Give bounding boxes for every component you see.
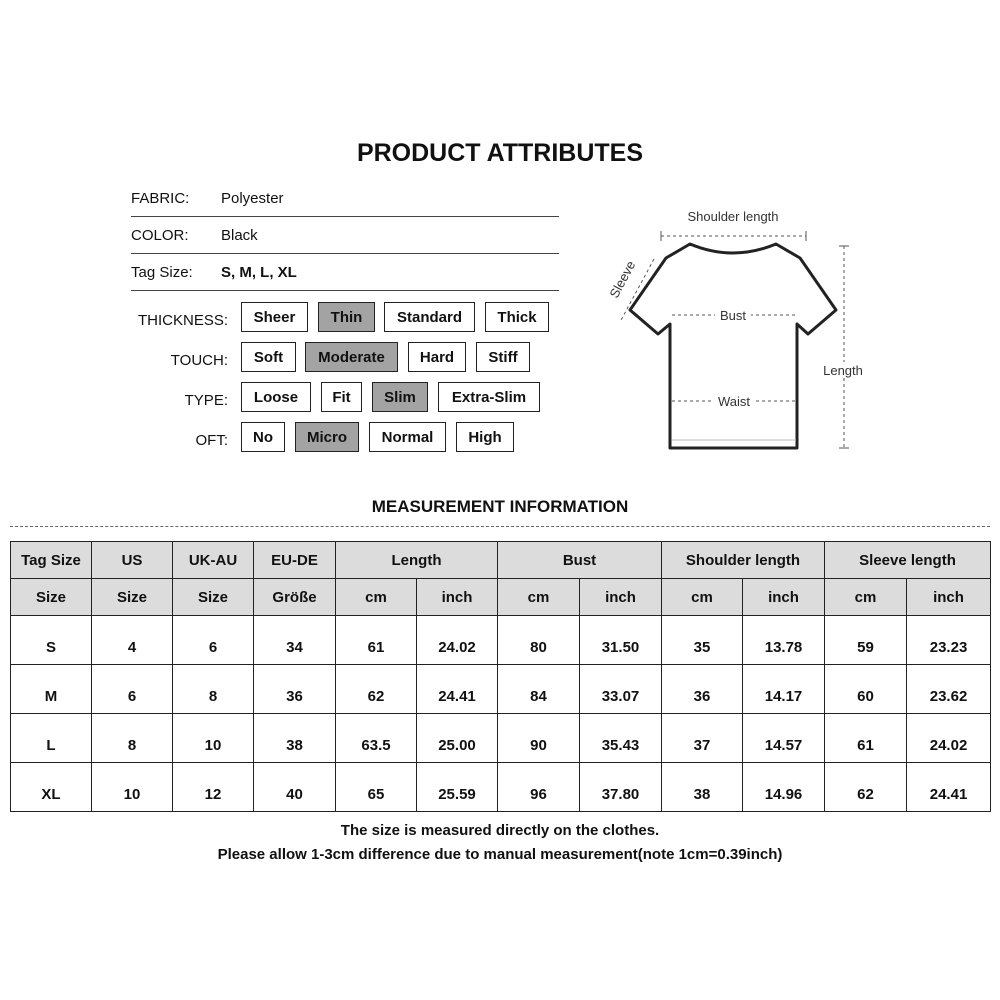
table-subheader-row [11, 579, 991, 616]
measurement-title: MEASUREMENT INFORMATION [371, 497, 629, 516]
table-row [11, 616, 991, 665]
table-row [11, 665, 991, 714]
table-cell: XL [11, 763, 92, 812]
thickness-option-thick[interactable]: Thick [485, 302, 549, 332]
table-cell: 37 [662, 714, 743, 763]
oft-option-micro[interactable]: Micro [295, 422, 359, 452]
table-cell: 38 [254, 714, 336, 763]
dashed-divider [10, 526, 990, 527]
subheader-cell: Size [173, 579, 254, 616]
attr-tag-size-value: S, M, L, XL [221, 264, 297, 281]
table-cell: 35 [662, 616, 743, 665]
type-option-loose[interactable]: Loose [241, 382, 311, 412]
table-cell: 40 [254, 763, 336, 812]
page-title: PRODUCT ATTRIBUTES [356, 139, 644, 167]
table-cell: 8 [92, 714, 173, 763]
table-cell: 34 [254, 616, 336, 665]
table-cell: 62 [825, 763, 907, 812]
subheader-cell: Size [92, 579, 173, 616]
oft-option-no[interactable]: No [241, 422, 285, 452]
subheader-cell: cm [498, 579, 580, 616]
divider [131, 216, 559, 217]
header-cell: Tag Size [11, 542, 92, 579]
header-cell: EU-DE [254, 542, 336, 579]
header-cell: US [92, 542, 173, 579]
type-option-slim[interactable]: Slim [372, 382, 428, 412]
oft-row [120, 422, 560, 452]
oft-label: OFT: [195, 432, 228, 449]
table-cell: 31.50 [580, 616, 662, 665]
table-cell: 13.78 [743, 616, 825, 665]
subheader-cell: cm [662, 579, 743, 616]
attr-color [131, 227, 559, 247]
touch-option-hard[interactable]: Hard [408, 342, 466, 372]
table-cell: M [11, 665, 92, 714]
header-cell: UK-AU [173, 542, 254, 579]
thickness-option-standard[interactable]: Standard [384, 302, 475, 332]
subheader-cell: inch [417, 579, 498, 616]
touch-option-moderate[interactable]: Moderate [305, 342, 398, 372]
attr-tag-size-key: Tag Size: [131, 264, 193, 281]
touch-option-stiff[interactable]: Stiff [476, 342, 530, 372]
thickness-row [120, 302, 560, 332]
subheader-cell: Größe [254, 579, 336, 616]
table-cell: 12 [173, 763, 254, 812]
table-header-row [11, 542, 991, 579]
measurement-table [10, 541, 991, 812]
tshirt-measurement-diagram [600, 200, 880, 460]
length-label: Length [823, 363, 863, 378]
attr-color-value: Black [221, 227, 258, 244]
table-cell: 8 [173, 665, 254, 714]
sleeve-label: Sleeve [606, 258, 639, 301]
touch-row [120, 342, 560, 372]
attr-fabric [131, 190, 559, 210]
type-row [120, 382, 560, 412]
table-cell: 24.02 [417, 616, 498, 665]
table-cell: 25.00 [417, 714, 498, 763]
subheader-cell: inch [580, 579, 662, 616]
divider [131, 290, 559, 291]
table-cell: 23.23 [907, 616, 991, 665]
note-difference: Please allow 1-3cm difference due to manual measurement(note 1cm=0.39inch) [217, 846, 783, 863]
touch-label: TOUCH: [170, 352, 228, 369]
table-cell: 24.41 [417, 665, 498, 714]
attr-fabric-key: FABRIC: [131, 190, 190, 207]
table-cell: 60 [825, 665, 907, 714]
table-cell: 4 [92, 616, 173, 665]
table-cell: 6 [173, 616, 254, 665]
table-cell: 61 [825, 714, 907, 763]
table-cell: 80 [498, 616, 580, 665]
table-cell: 10 [173, 714, 254, 763]
table-cell: 24.02 [907, 714, 991, 763]
subheader-cell: inch [907, 579, 991, 616]
table-cell: S [11, 616, 92, 665]
table-cell: 14.96 [743, 763, 825, 812]
table-cell: 84 [498, 665, 580, 714]
table-cell: 35.43 [580, 714, 662, 763]
table-cell: 25.59 [417, 763, 498, 812]
table-cell: 59 [825, 616, 907, 665]
table-cell: 61 [336, 616, 417, 665]
table-row [11, 763, 991, 812]
table-cell: 10 [92, 763, 173, 812]
subheader-cell: cm [336, 579, 417, 616]
table-cell: 36 [662, 665, 743, 714]
header-cell: Shoulder length [662, 542, 825, 579]
table-cell: 65 [336, 763, 417, 812]
thickness-option-sheer[interactable]: Sheer [241, 302, 308, 332]
oft-option-high[interactable]: High [456, 422, 514, 452]
type-label: TYPE: [184, 392, 228, 409]
bust-label: Bust [719, 308, 747, 323]
table-cell: 14.57 [743, 714, 825, 763]
table-cell: 6 [92, 665, 173, 714]
attr-color-key: COLOR: [131, 227, 189, 244]
thickness-label: THICKNESS: [137, 312, 228, 329]
table-cell: 63.5 [336, 714, 417, 763]
header-cell: Length [336, 542, 498, 579]
table-cell: 24.41 [907, 763, 991, 812]
table-cell: 14.17 [743, 665, 825, 714]
attr-tag-size [131, 264, 559, 284]
table-cell: 37.80 [580, 763, 662, 812]
shoulder-length-label: Shoulder length [687, 209, 779, 224]
divider [131, 253, 559, 254]
type-option-fit[interactable]: Fit [321, 382, 362, 412]
subheader-cell: inch [743, 579, 825, 616]
table-cell: 36 [254, 665, 336, 714]
oft-option-normal[interactable]: Normal [369, 422, 446, 452]
attr-fabric-value: Polyester [221, 190, 284, 207]
waist-label: Waist [717, 394, 751, 409]
type-option-extra-slim[interactable]: Extra-Slim [438, 382, 540, 412]
note-measured: The size is measured directly on the clothes. [340, 822, 660, 839]
table-cell: 62 [336, 665, 417, 714]
table-cell: 23.62 [907, 665, 991, 714]
header-cell: Bust [498, 542, 662, 579]
thickness-option-thin[interactable]: Thin [318, 302, 375, 332]
subheader-cell: Size [11, 579, 92, 616]
header-cell: Sleeve length [825, 542, 991, 579]
table-cell: 38 [662, 763, 743, 812]
table-cell: L [11, 714, 92, 763]
table-row [11, 714, 991, 763]
table-cell: 33.07 [580, 665, 662, 714]
tshirt-outline [630, 244, 836, 448]
table-cell: 90 [498, 714, 580, 763]
table-cell: 96 [498, 763, 580, 812]
subheader-cell: cm [825, 579, 907, 616]
touch-option-soft[interactable]: Soft [241, 342, 296, 372]
